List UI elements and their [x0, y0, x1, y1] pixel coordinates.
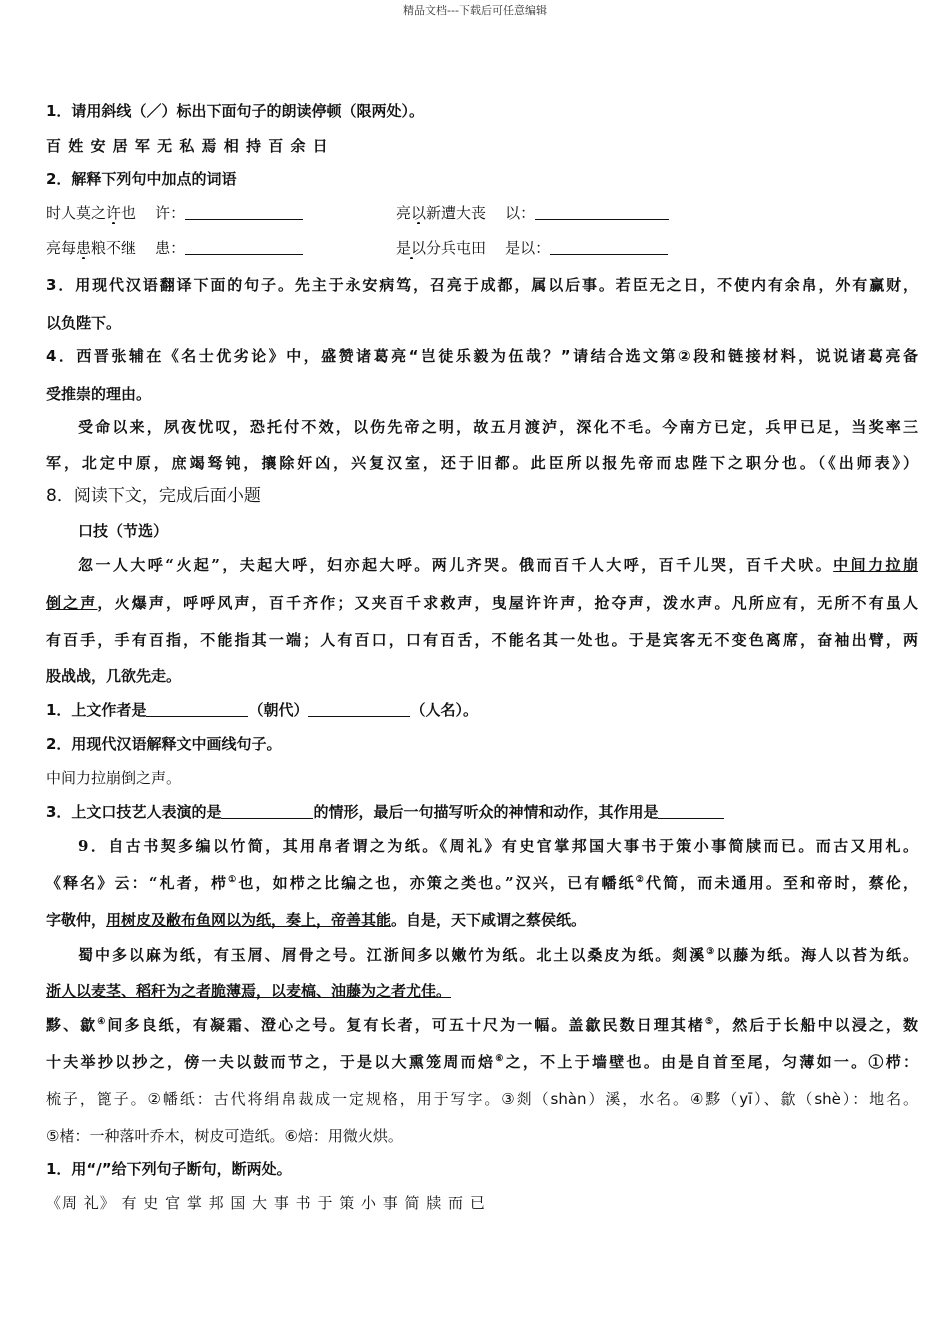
question-3-line-2: 以负陛下。	[46, 314, 122, 332]
passage-text: 以藤为纸。海人以苔为纸。	[716, 946, 918, 964]
underlined-sentence: 倒之声	[46, 594, 98, 612]
dotted-word: 是以	[396, 239, 427, 257]
explain-row-2	[46, 237, 918, 259]
question-text: 3．上文口技艺人表演的是	[46, 803, 222, 821]
question-text: 1．上文作者是	[46, 701, 147, 719]
answer-blank[interactable]	[550, 238, 668, 255]
s8-question-1	[46, 699, 918, 721]
footnote-mark: ③	[706, 947, 717, 957]
passage-title: 口技（节选）	[78, 522, 169, 540]
question-3-line-1: 3．用现代汉语翻译下面的句子。先主于永安病笃，召亮于成都，属以后事。若臣无之日，不使内有余帛，外有赢财，	[46, 276, 918, 294]
word-label: 是以：	[505, 239, 551, 257]
footnote-mark: ⑤	[705, 1017, 716, 1027]
dotted-word: 以	[411, 204, 427, 222]
question-text: （人名）。	[410, 701, 478, 719]
s8-question-3	[46, 801, 918, 823]
underlined-sentence: 浙人以麦茎、稻秆为之者脆薄焉，以麦槁、油藤为之者尤佳。	[46, 982, 452, 1000]
phrase-text: 粮不继	[91, 239, 137, 257]
answer-blank[interactable]	[535, 203, 669, 220]
passage-line-3: 有百手，手有百指，不能指其一端；人有百口，口有百舌，不能名其一处也。于是宾客无不变色离席，奋袖出臂，两	[46, 631, 918, 649]
passage-text: 黟、歙	[46, 1016, 98, 1034]
footnote-mark: ②	[635, 875, 646, 885]
dynasty-blank[interactable]	[146, 700, 248, 717]
word-label: 以：	[505, 204, 536, 222]
footnote-mark: ⑥	[495, 1054, 506, 1064]
passage-text: 之，不上于墙壁也。由是自首至尾，匀薄如一。①栉：	[505, 1053, 918, 1071]
passage-text: 《释名》云：“札者，栉	[46, 874, 229, 892]
underlined-sentence: 用树皮及敝布鱼网以为纸，奏上，帝善其能	[106, 911, 392, 929]
question-4-line-2: 受推崇的理由。	[46, 385, 152, 403]
footnote-mark: ①	[228, 875, 239, 885]
word-label: 患：	[155, 239, 186, 257]
s9-line-5	[46, 980, 918, 1002]
explain-row-1	[46, 202, 918, 224]
footnote-mark: ④	[97, 1017, 108, 1027]
phrase-text: 分兵屯田	[426, 239, 487, 257]
answer-blank[interactable]	[185, 238, 303, 255]
s9-line-4	[78, 944, 918, 966]
page-header: 精品文档---下载后可任意编辑	[403, 4, 547, 17]
author-blank[interactable]	[308, 700, 410, 717]
question-4-line-1: 4．西晋张辅在《名士优劣论》中，盛赞诸葛亮“岂徒乐毅为伍哉？”请结合选文第②段和链接材料，说说诸葛亮备	[46, 347, 918, 365]
s9-sentence: 《周 礼》 有 史 官 掌 邦 国 大 事 书 于 策 小 事 简 牍 而 已	[46, 1194, 486, 1212]
passage-text: 字敬仲，	[46, 911, 107, 929]
question-text: （朝代）	[248, 701, 309, 719]
phrase-text: 新遭大丧	[426, 204, 487, 222]
passage-text: 代简，而未通用。至和帝时，蔡伦，	[645, 874, 918, 892]
question-1: 1．请用斜线（／）标出下面句子的朗读停顿（限两处）。	[46, 102, 424, 120]
passage-text: ，火爆声，呼呼风声，百千齐作；又夹百千求救声，曳屋许许声，抢夺声，泼水声。凡所应有，无所不有虽人	[97, 594, 918, 612]
section-8-heading: 8．阅读下文，完成后面小题	[46, 486, 261, 506]
s9-question-1: 1．用“/”给下列句子断句，断两处。	[46, 1160, 292, 1178]
passage-line-2	[46, 592, 918, 614]
s9-line-3	[46, 909, 918, 931]
passage-text: 间多良纸，有凝霜、澄心之号。复有长者，可五十尺为一幅。盖歙民数日理其楮	[107, 1016, 705, 1034]
answer-blank[interactable]	[658, 802, 724, 819]
passage-text: 也，如栉之比编之也，亦策之类也。”汉兴，已有幡纸	[238, 874, 636, 892]
question-2: 2．解释下列句中加点的词语	[46, 170, 237, 188]
sentence-pause: 百 姓 安 居 军 无 私 焉 相 持 百 余 日	[46, 137, 329, 155]
passage-text: ，然后于长船中以浸之，数	[715, 1016, 918, 1034]
answer-blank[interactable]	[221, 802, 313, 819]
passage-text: 忽一人大呼“火起”，夫起大呼，妇亦起大呼。两儿齐哭。俄而百千人大呼，百千儿哭，百千犬吠。	[78, 556, 834, 574]
notes-line-1: 梳子，篦子。②幡纸：古代将绢帛裁成一定规格，用于写字。③剡（shàn）溪，水名。④黟（yī）、歙（shè）：地名。	[46, 1090, 918, 1108]
s9-line-2	[46, 872, 918, 894]
s8-question-2-sentence: 中间力拉崩倒之声。	[46, 769, 182, 787]
s9-line-1: 9．自古书契多编以竹简，其用帛者谓之为纸。《周礼》有史官掌邦国大事书于策小事简牍而已。而古又用札。	[78, 837, 918, 855]
dotted-word: 患	[76, 239, 92, 257]
s9-line-6	[46, 1014, 918, 1036]
material-line-2: 军，北定中原，庶竭驽钝，攘除奸凶，兴复汉室，还于旧都。此臣所以报先帝而忠陛下之职分也。（《出师表》）	[46, 454, 918, 472]
dotted-word: 许	[106, 204, 122, 222]
s8-question-2: 2．用现代汉语解释文中画线句子。	[46, 735, 282, 753]
word-label: 许：	[155, 204, 186, 222]
answer-blank[interactable]	[185, 203, 303, 220]
underlined-sentence: 中间力拉崩	[833, 556, 918, 574]
passage-line-1	[78, 554, 918, 576]
passage-text: 。自是，天下咸谓之蔡侯纸。	[391, 911, 587, 929]
phrase-text: 亮	[396, 204, 412, 222]
phrase-text: 也	[121, 204, 137, 222]
passage-text: 十夫举抄以抄之，傍一夫以鼓而节之，于是以大熏笼周而焙	[46, 1053, 496, 1071]
phrase-text: 时人莫之	[46, 204, 107, 222]
phrase-text: 亮每	[46, 239, 77, 257]
s9-line-7	[46, 1051, 918, 1073]
passage-text: 蜀中多以麻为纸，有玉屑、屑骨之号。江浙间多以嫩竹为纸。北土以桑皮为纸。剡溪	[78, 946, 707, 964]
material-line-1: 受命以来，夙夜忧叹，恐托付不效，以伤先帝之明，故五月渡泸，深化不毛。今南方已定，兵甲已足，当奖率三	[78, 418, 918, 436]
passage-line-4: 股战战，几欲先走。	[46, 667, 182, 685]
question-text: 的情形，最后一句描写听众的神情和动作，其作用是	[313, 803, 659, 821]
notes-line-2: ⑤楮：一种落叶乔木，树皮可造纸。⑥焙：用微火烘。	[46, 1127, 403, 1145]
